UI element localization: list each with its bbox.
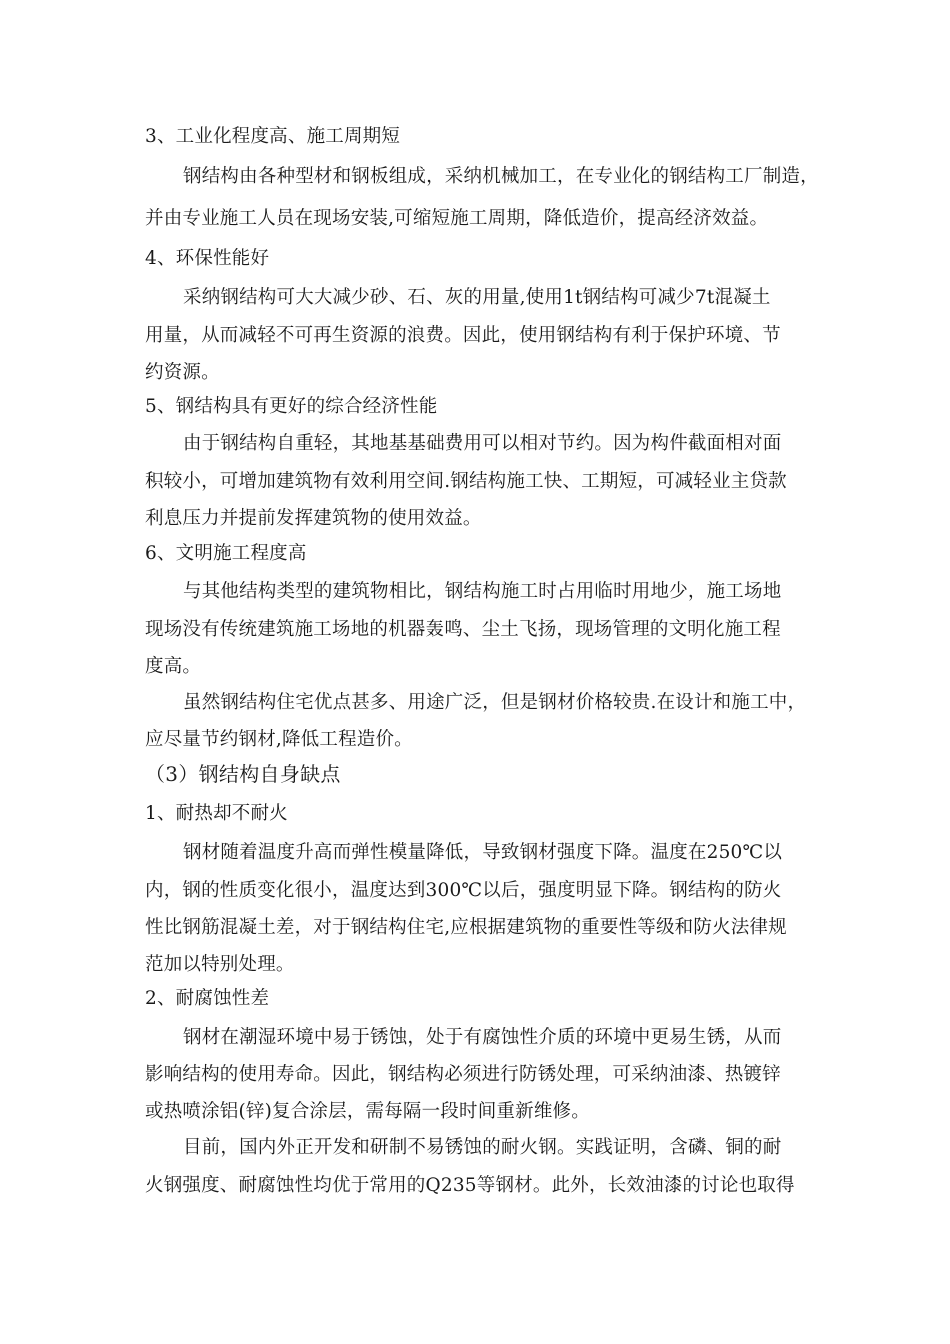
paragraph-line: 积较小，可增加建筑物有效利用空间.钢结构施工快、工期短，可减轻业主贷款 [145, 471, 787, 492]
paragraph-line: 现场没有传统建筑施工场地的机器轰鸣、尘土飞扬，现场管理的文明化施工程 [145, 619, 781, 640]
paragraph-line: 约资源。 [145, 362, 220, 383]
heading-item-2: 2、耐腐蚀性差 [145, 988, 270, 1009]
paragraph-line: 影响结构的使用寿命。因此，钢结构必须进行防锈处理，可采纳油漆、热镀锌 [145, 1064, 781, 1085]
paragraph-line: 范加以特别处理。 [145, 954, 295, 975]
paragraph-line: 内，钢的性质变化很小，温度达到300℃以后，强度明显下降。钢结构的防火 [145, 880, 782, 901]
heading-item-4: 4、环保性能好 [145, 248, 270, 269]
paragraph-line: 采纳钢结构可大大减少砂、石、灰的用量,使用1t钢结构可减少7t混凝土 [183, 287, 771, 308]
heading-item-6: 6、文明施工程度高 [145, 543, 307, 564]
paragraph-line: 火钢强度、耐腐蚀性均优于常用的Q235等钢材。此外，长效油漆的讨论也取得 [145, 1175, 795, 1196]
paragraph-line: 性比钢筋混凝土差，对于钢结构住宅,应根据建筑物的重要性等级和防火法律规 [145, 917, 787, 938]
heading-item-5: 5、钢结构具有更好的综合经济性能 [145, 396, 438, 417]
paragraph-line: 与其他结构类型的建筑物相比，钢结构施工时占用临时用地少，施工场地 [183, 581, 782, 602]
section-heading: （3）钢结构自身缺点 [145, 762, 341, 786]
paragraph-line: 钢材随着温度升高而弹性模量降低，导致钢材强度下降。温度在250℃以 [183, 842, 783, 863]
paragraph-line: 虽然钢结构住宅优点甚多、用途广泛，但是钢材价格较贵.在设计和施工中， [183, 692, 807, 713]
paragraph-line: 目前，国内外正开发和研制不易锈蚀的耐火钢。实践证明，含磷、铜的耐 [183, 1137, 782, 1158]
paragraph-line: 利息压力并提前发挥建筑物的使用效益。 [145, 508, 482, 529]
heading-item-3: 3、工业化程度高、施工周期短 [145, 126, 401, 147]
paragraph-line: 应尽量节约钢材,降低工程造价。 [145, 729, 413, 750]
heading-item-1: 1、耐热却不耐火 [145, 803, 288, 824]
paragraph-line: 钢材在潮湿环境中易于锈蚀，处于有腐蚀性介质的环境中更易生锈，从而 [183, 1027, 782, 1048]
paragraph-line: 或热喷涂铝(锌)复合涂层，需每隔一段时间重新维修。 [145, 1101, 590, 1122]
paragraph-line: 度高。 [145, 656, 202, 677]
paragraph-line: 钢结构由各种型材和钢板组成，采纳机械加工，在专业化的钢结构工厂制造， [183, 166, 819, 187]
paragraph-line: 并由专业施工人员在现场安装,可缩短施工周期，降低造价，提高经济效益。 [145, 208, 769, 229]
paragraph-line: 由于钢结构自重轻，其地基基础费用可以相对节约。因为构件截面相对面 [183, 433, 782, 454]
paragraph-line: 用量，从而减轻不可再生资源的浪费。因此，使用钢结构有利于保护环境、节 [145, 325, 781, 346]
